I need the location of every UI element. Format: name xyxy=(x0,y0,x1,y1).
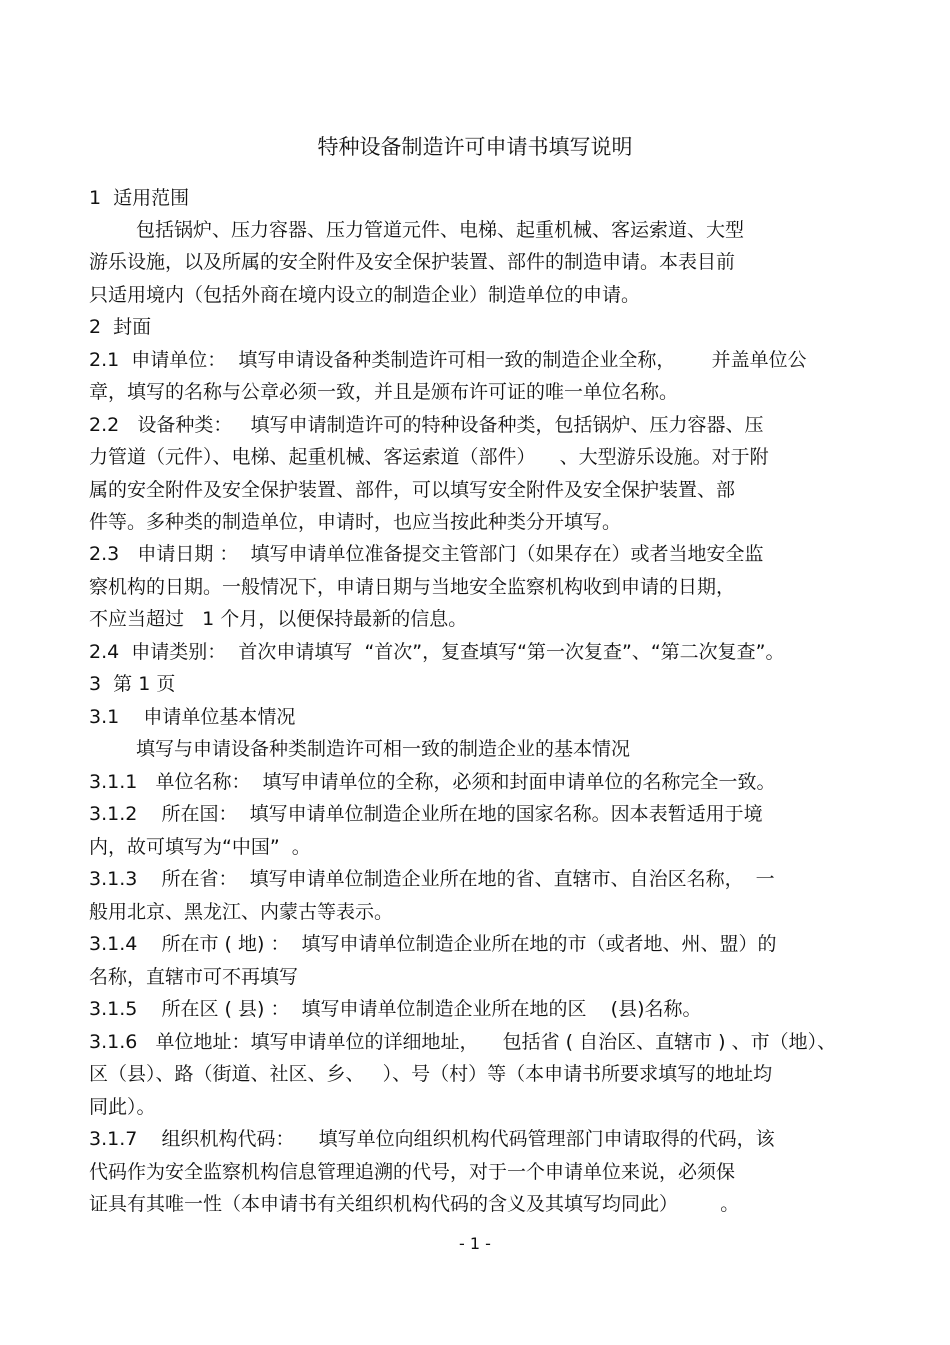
paragraph-line: 代码作为安全监察机构信息管理追溯的代号，对于一个申请单位来说，必须保 xyxy=(89,1161,736,1183)
paragraph-line: 3.1.2 所在国： 填写申请单位制造企业所在地的国家名称。因本表暂适用于境 xyxy=(89,803,763,825)
paragraph-line: 力管道（元件）、电梯、起重机械、客运索道（部件） 、大型游乐设施。对于附 xyxy=(89,446,769,468)
paragraph-line: 章，填写的名称与公章必须一致，并且是颁布许可证的唯一单位名称。 xyxy=(89,381,679,403)
paragraph-line: 区（县）、路（街道、社区、乡、 ）、号（村）等（本申请书所要求填写的地址均 xyxy=(89,1063,773,1085)
section-heading-3: 3 第 1 页 xyxy=(89,673,176,695)
paragraph-line: 3.1.6 单位地址：填写申请单位的详细地址， 包括省 ( 自治区、直辖市 ) 、市（地）、 xyxy=(89,1031,837,1053)
paragraph-line: 不应当超过 1 个月，以便保持最新的信息。 xyxy=(89,608,468,630)
paragraph-line: 填写与申请设备种类制造许可相一致的制造企业的基本情况 xyxy=(136,738,631,760)
paragraph-line: 证具有其唯一性（本申请书有关组织机构代码的含义及其填写均同此） 。 xyxy=(89,1193,740,1215)
page-number: - 1 - xyxy=(459,1234,491,1253)
paragraph-line: 察机构的日期。一般情况下，申请日期与当地安全监察机构收到申请的日期， xyxy=(89,576,736,598)
paragraph-line: 3.1.5 所在区 ( 县) ： 填写申请单位制造企业所在地的区 (县)名称。 xyxy=(89,998,702,1020)
paragraph-line: 2.3 申请日期 ： 填写申请单位准备提交主管部门（如果存在）或者当地安全监 xyxy=(89,543,764,565)
document-title: 特种设备制造许可申请书填写说明 xyxy=(317,135,633,159)
paragraph-line: 2.1 申请单位： 填写申请设备种类制造许可相一致的制造企业全称， 并盖单位公 xyxy=(89,349,807,371)
paragraph-line: 3.1.3 所在省： 填写申请单位制造企业所在地的省、直辖市、自治区名称， 一 xyxy=(89,868,775,890)
paragraph-line: 包括锅炉、压力容器、压力管道元件、电梯、起重机械、客运索道、大型 xyxy=(136,219,745,241)
paragraph-line: 般用北京、黑龙江、内蒙古等表示。 xyxy=(89,901,394,923)
paragraph-line: 名称，直辖市可不再填写 xyxy=(89,966,299,988)
paragraph-line: 游乐设施，以及所属的安全附件及安全保护装置、部件的制造申请。本表目前 xyxy=(89,251,736,273)
paragraph-line: 属的安全附件及安全保护装置、部件，可以填写安全附件及安全保护装置、部 xyxy=(89,479,736,501)
paragraph-line: 2.4 申请类别： 首次申请填写 “首次”，复查填写“第一次复查”、“第二次复查”。 xyxy=(89,641,785,663)
paragraph-line: 内，故可填写为“中国” 。 xyxy=(89,836,311,858)
section-heading-1: 1 适用范围 xyxy=(89,187,190,209)
paragraph-line: 2.2 设备种类： 填写申请制造许可的特种设备种类，包括锅炉、压力容器、压 xyxy=(89,414,764,436)
paragraph-line: 同此）。 xyxy=(89,1096,156,1118)
paragraph-line: 3.1.1 单位名称： 填写申请单位的全称，必须和封面申请单位的名称完全一致。 xyxy=(89,771,776,793)
section-heading-2: 2 封面 xyxy=(89,316,152,338)
subsection-heading: 3.1 申请单位基本情况 xyxy=(89,706,296,728)
paragraph-line: 3.1.4 所在市 ( 地) ： 填写申请单位制造企业所在地的市（或者地、州、盟）的 xyxy=(89,933,777,955)
paragraph-line: 3.1.7 组织机构代码： 填写单位向组织机构代码管理部门申请取得的代码，该 xyxy=(89,1128,775,1150)
paragraph-line: 件等。多种类的制造单位，申请时，也应当按此种类分开填写。 xyxy=(89,511,622,533)
paragraph-line: 只适用境内（包括外商在境内设立的制造企业）制造单位的申请。 xyxy=(89,284,641,306)
